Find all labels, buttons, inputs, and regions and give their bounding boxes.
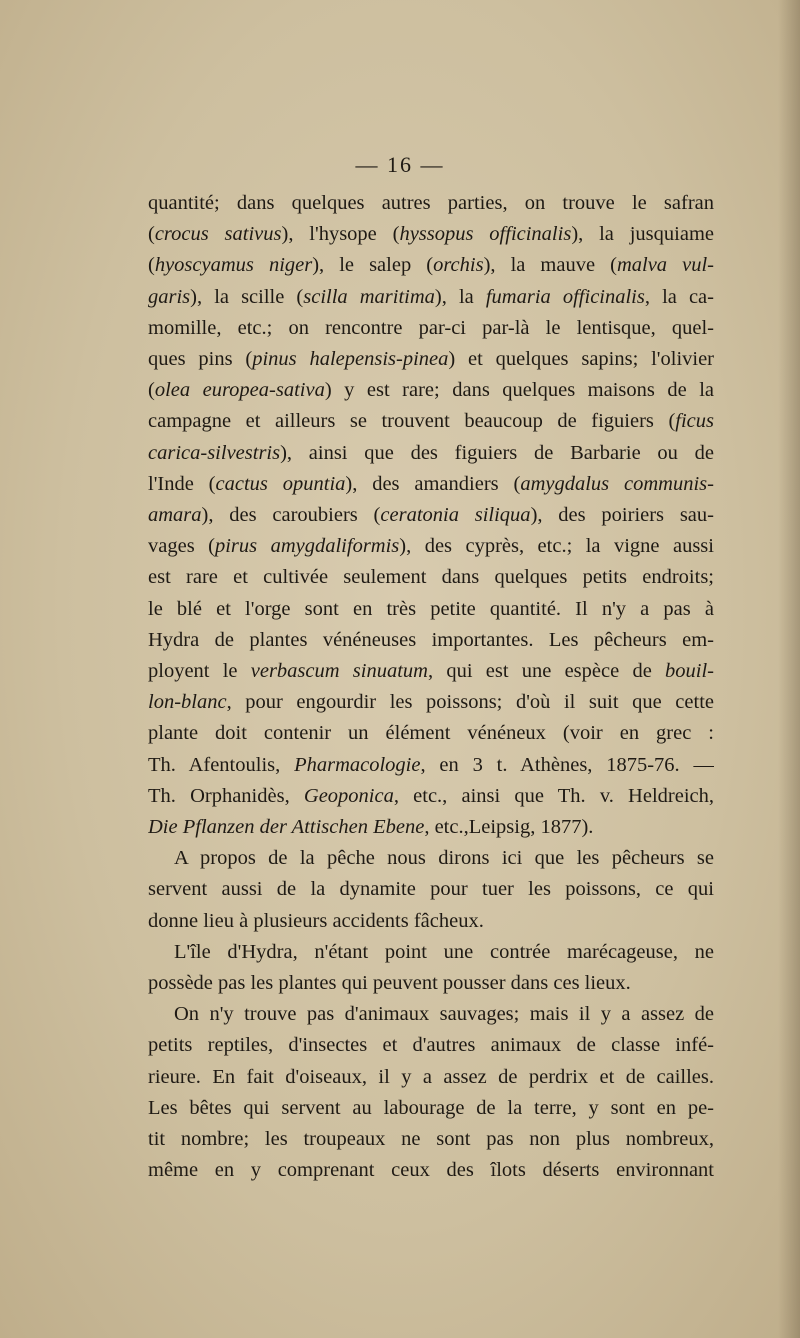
- text-segment: , etc., ainsi que Th. v. Heldreich,: [393, 784, 714, 807]
- text-line: [148, 968, 714, 999]
- text-segment: (: [148, 223, 155, 246]
- text-line: [148, 531, 714, 562]
- text-segment: ), des amandiers (: [345, 472, 521, 495]
- italic-text-segment: amara: [148, 504, 202, 527]
- text-segment: ) et quelques sapins; l'olivier: [448, 348, 714, 371]
- text-line: [148, 906, 714, 937]
- text-line: [148, 937, 714, 968]
- text-segment: , qui est une espèce de: [427, 660, 666, 683]
- text-segment: , pour engourdir les poissons; d'où il suit que cette: [226, 691, 714, 714]
- text-segment: plante doit contenir un élément vénéneux (voir en grec :: [148, 722, 714, 745]
- text-segment: (: [148, 254, 155, 277]
- text-segment: , etc.,Leipsig, 1877).: [424, 816, 594, 839]
- text-line: [148, 282, 714, 313]
- text-segment: ), ainsi que des figuiers de Barbarie ou de: [280, 441, 714, 464]
- page-edge-shadow: [778, 0, 800, 1338]
- text-line: [148, 656, 714, 687]
- text-segment: ), la: [434, 285, 486, 308]
- text-segment: donne lieu à plusieurs accidents fâcheux.: [148, 909, 484, 932]
- text-segment: ), l'hysope (: [281, 223, 400, 246]
- text-segment: L'île d'Hydra, n'étant point une contrée marécageuse, ne: [174, 940, 714, 963]
- text-segment: ), des poiriers sau-: [530, 504, 714, 527]
- text-segment: ), des cyprès, etc.; la vigne aussi: [399, 535, 714, 558]
- text-segment: ), des caroubiers (: [201, 504, 381, 527]
- text-line: [148, 375, 714, 406]
- italic-text-segment: fumaria officinalis: [485, 285, 645, 308]
- italic-text-segment: malva vul-: [616, 254, 714, 277]
- text-segment: momille, etc.; on rencontre par-ci par-là le lentisque, quel-: [148, 316, 714, 339]
- italic-text-segment: hyssopus officinalis: [399, 223, 572, 246]
- italic-text-segment: olea europea-sativa: [154, 379, 325, 402]
- text-segment: ques pins (: [148, 348, 253, 371]
- text-segment: est rare et cultivée seulement dans quelques petits endroits;: [148, 566, 714, 589]
- text-segment: quantité; dans quelques autres parties, on trouve le safran: [148, 192, 714, 214]
- text-segment: ployent le: [148, 660, 251, 683]
- text-line: [148, 999, 714, 1030]
- text-line: [148, 219, 714, 250]
- text-line: [148, 469, 714, 500]
- text-line: [148, 750, 714, 781]
- italic-text-segment: orchis: [433, 254, 484, 277]
- italic-text-segment: verbascum sinuatum: [250, 660, 428, 683]
- text-segment: servent aussi de la dynamite pour tuer les poissons, ce qui: [148, 878, 714, 901]
- text-line: [148, 874, 714, 905]
- italic-text-segment: amygdalus communis-: [520, 472, 714, 495]
- text-line: [148, 1155, 714, 1186]
- text-line: [148, 843, 714, 874]
- text-segment: , en 3 t. Athènes, 1875-76. —: [420, 753, 714, 776]
- italic-text-segment: crocus sativus: [154, 223, 282, 246]
- italic-text-segment: carica-silvestris: [148, 441, 281, 464]
- italic-text-segment: ceratonia siliqua: [380, 504, 531, 527]
- text-segment: Hydra de plantes vénéneuses importantes. Les pêcheurs em-: [148, 628, 714, 651]
- italic-text-segment: Geoponica: [303, 784, 394, 807]
- text-segment: vages (: [148, 535, 215, 558]
- text-segment: ), la scille (: [190, 285, 304, 308]
- italic-text-segment: bouil-: [665, 660, 714, 683]
- text-line: [148, 1030, 714, 1061]
- text-segment: même en y comprenant ceux des îlots déserts environnant: [148, 1159, 714, 1182]
- text-line: [148, 1124, 714, 1155]
- text-segment: le blé et l'orge sont en très petite quantité. Il n'y a pas à: [148, 597, 714, 620]
- italic-text-segment: ficus: [675, 410, 714, 433]
- text-line: [148, 500, 714, 531]
- italic-text-segment: Die Pflanzen der Attischen Ebene: [148, 816, 425, 839]
- text-line: [148, 1062, 714, 1093]
- text-segment: possède pas les plantes qui peuvent pousser dans ces lieux.: [148, 972, 631, 995]
- text-line: [148, 1093, 714, 1124]
- text-line: [148, 406, 714, 437]
- page-number: — 16 —: [355, 152, 445, 177]
- text-segment: petits reptiles, d'insectes et d'autres animaux de classe infé-: [148, 1034, 714, 1057]
- italic-text-segment: pinus halepensis-pinea: [252, 348, 449, 371]
- text-segment: ), la jusquiame: [571, 223, 714, 246]
- text-line: [148, 594, 714, 625]
- text-segment: tit nombre; les troupeaux ne sont pas non plus nombreux,: [148, 1128, 714, 1151]
- text-line: [148, 625, 714, 656]
- text-line: [148, 313, 714, 344]
- text-segment: ), la mauve (: [483, 254, 617, 277]
- text-line: [148, 718, 714, 749]
- text-line: [148, 687, 714, 718]
- italic-text-segment: cactus opuntia: [215, 472, 346, 495]
- text-segment: Les bêtes qui servent au labourage de la terre, y sont en pe-: [148, 1096, 714, 1119]
- text-line: [148, 438, 714, 469]
- text-segment: campagne et ailleurs se trouvent beaucoup de figuiers (: [148, 410, 676, 433]
- text-segment: , la ca-: [644, 285, 714, 308]
- text-segment: On n'y trouve pas d'animaux sauvages; mais il y a assez de: [174, 1003, 714, 1026]
- text-segment: Th. Afentoulis,: [148, 753, 295, 776]
- text-segment: ), le salep (: [312, 254, 434, 277]
- italic-text-segment: scilla maritima: [303, 285, 435, 308]
- italic-text-segment: garis: [148, 285, 191, 308]
- italic-text-segment: hyoscyamus niger: [154, 254, 313, 277]
- text-line: [148, 344, 714, 375]
- text-line: [148, 250, 714, 281]
- body-text: [148, 188, 714, 1187]
- text-segment: Th. Orphanidès,: [148, 784, 304, 807]
- text-segment: ) y est rare; dans quelques maisons de la: [324, 379, 714, 402]
- italic-text-segment: pirus amygdaliformis: [214, 535, 400, 558]
- text-line: [148, 188, 714, 219]
- italic-text-segment: Pharmacologie: [294, 753, 421, 776]
- text-segment: (: [148, 379, 155, 402]
- text-line: [148, 781, 714, 812]
- text-segment: A propos de la pêche nous dirons ici que les pêcheurs se: [174, 847, 714, 870]
- text-segment: rieure. En fait d'oiseaux, il y a assez de perdrix et de cailles.: [148, 1065, 714, 1088]
- text-line: [148, 562, 714, 593]
- italic-text-segment: lon-blanc: [148, 691, 227, 714]
- text-line: [148, 812, 714, 843]
- text-segment: l'Inde (: [148, 472, 216, 495]
